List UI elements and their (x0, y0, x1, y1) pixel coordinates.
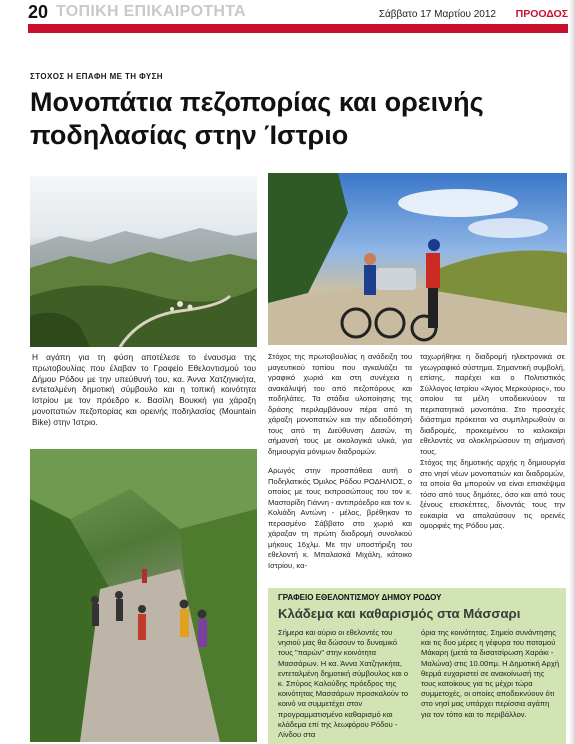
landscape-photo (30, 176, 257, 347)
box-kicker: ΓΡΑΦΕΙΟ ΕΘΕΛΟΝΤΙΣΜΟΥ ΔΗΜΟΥ ΡΟΔΟΥ (278, 593, 442, 602)
article-column-3-paragraph-1: ταχωρήθηκε η διαδρομή ηλεκτρονικά σε γεωγραφικό σύστημα. Σημαντική συμβολή, επίσης, παρέχει και ο Πολιτιστικός Σύλλογος Ιστρίου «Άγιος Μερκούριος», του οποίου τα μέλη υποδεικνύουν τα περιπατητικά μονοπάτια. Στο προσεχές διάστημα πρόκειται να συμπληρωθούν οι διαδρομές, προκειμένου το καλοκαίρι εθελοντές να ολοκληρώσουν τη σήμανσή τους. (420, 352, 565, 456)
box-title: Κλάδεμα και καθαρισμός στα Μάσσαρι (278, 606, 521, 621)
box-column-2: όρια της κοινότητας. Σημείο συνάντησης και τις δυο μέρες η γέφυρα του ποταμού Μάκαρη (μετά τα δισατσίρωση Χαράκι - Μαλώνα) στις 10.00πμ. Η Δημοτική Αρχή θερμά ευχαριστεί σε ανακοίνωσή της τους κατοίκους για τις μέχρι τώρα συμμετοχές, οι οποίες αποδεικνύουν ότι στο νησί μας υπάρχει περίσσια αγάπη για τον τόπο και το περιβάλλον. (421, 628, 560, 719)
article-column-3-paragraph-2: Στόχος της δημοτικής αρχής η δημιουργία στο νησί νέων μονοπατιών και διαδρομών, τα οποία θα μπορούν να είναι επισκέψιμα τόσο από τους δημότες, όσο και από τους ξένους επισκέπτες, δίνοντάς τους την ευκαιρία να απολαύσουν τις ορεινές ομορφιές της Ρόδου μας. (420, 458, 565, 530)
page-fold-shadow (569, 0, 575, 744)
article-kicker: ΣΤΟΧΟΣ Η ΕΠΑΦΗ ΜΕ ΤΗ ΦΥΣΗ (30, 72, 163, 81)
page-number: 20 (28, 2, 49, 22)
section-title: ΤΟΠΙΚΗ ΕΠΙΚΑΙΡΟΤΗΤΑ (56, 3, 246, 20)
article-column-2-paragraph-1: Στόχος της πρωτοβουλίας η ανάδειξη του μαγευτικού τοπίου που αγκαλιάζει τα γραφικό χωριό και στη συνέχεια η ανακάλυψή του από πεζοπόρους και ποδηλάτες. Τα στάδια υλοποίησης της δράσης περιλαμβάνουν πέρα από τη χάραξη μονοπατιών και την αδειοδότησή τους από τη Διεύθυνση Δασών, τη σήμανσή τους με οικολογικά υλικά, για δημιουργία μόνιμων διαδρομών. (268, 352, 412, 456)
header-red-rule (28, 24, 568, 33)
page-header (28, 4, 568, 24)
article-headline: Μονοπάτια πεζοπορίας και ορεινής ποδηλασίας στην Ίστριο (30, 87, 484, 150)
newspaper-brand: ΠΡΟΟΔΟΣ (515, 8, 568, 20)
box-column-1: Σήμερα και αύριο οι εθελοντές του νησιού μας θα δώσουν το δυναμικό τους "παρών" στην κοινότητα Μασσάρων. Η κα. Άννα Χατζηνικήτα, εντεταλμένη δημοτική σύμβουλος και ο κ. Σπύρος Καλούδης πρόεδρος της κοινότητας Μασσάρων προσκαλούν το κοινό να συμμετέχει στον προγραμματισμένο καθαρισμό και κλάδεμα επί της λεωφόρου Ρόδου - Λίνδου στα (278, 628, 409, 740)
article-column-2-paragraph-2: Αρωγός στην προσπάθεια αυτή ο Ποδηλατικός Όμιλος Ρόδου ΡΟΔΗΛΙΟΣ, ο οποίος με τους εκπροσώπους του τον κ. Μαστορίδη Γιάννη - αντιπρόεδρο και τον κ. Κολιάδη Αντώνη - μέλος, βρέθηκαν το περασμένο Σάββατο στο χωριό και χάραξαν τη πρώτη διαδρομή συνολικού μήκους 16χλμ. Με την υποστήριξη του εθελοντή κ. Μπαλασκά Μιχάλη, κάτοικο Ιστρίου, κα- (268, 466, 412, 570)
hikers-photo (30, 449, 257, 742)
issue-date: Σάββατο 17 Μαρτίου 2012 (378, 9, 496, 20)
volunteer-news-box (268, 588, 566, 744)
photo-caption-lead: Η αγάπη για τη φύση αποτέλεσε το έναυσμα της πρωτοβουλίας που έλαβαν το Γραφείο Εθελοντισμού του Δήμου Ρόδου με την υπεύθυνή του, κα. Άννα Χατζηνικήτα, εντεταλμένη δημοτική σύμβουλο και η τοπική κοινότητα Ιστρίου με τον πρόεδρο κ. Βασίλη Βουκκή για χάραξη μονοπατιών πεζοπορίας και ορεινής ποδηλασίας (Mountain Bike) στην Ίστριο. (32, 352, 256, 427)
cyclists-photo (268, 173, 567, 345)
